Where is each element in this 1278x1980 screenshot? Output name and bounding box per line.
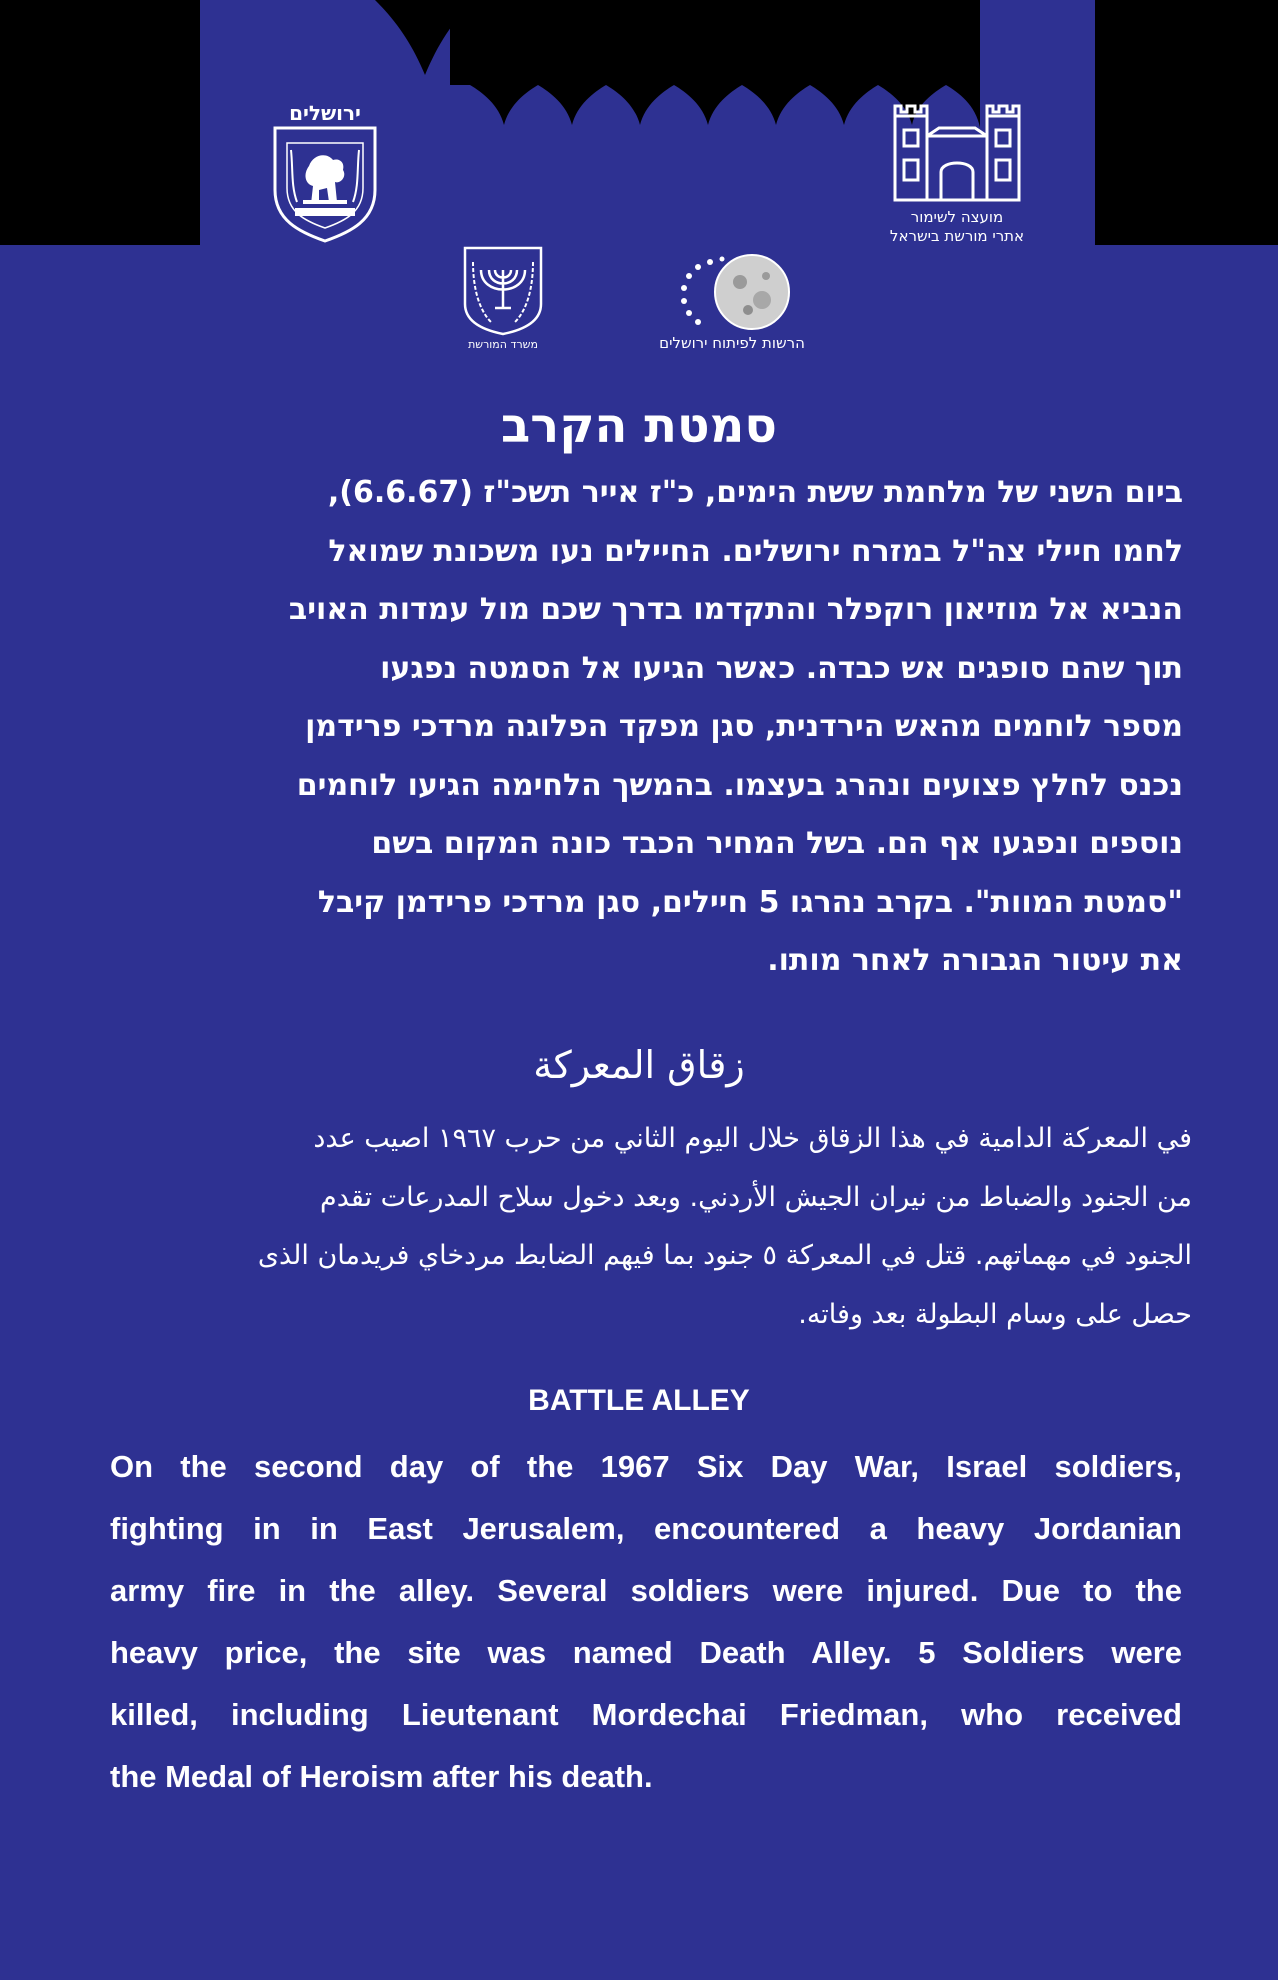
heritage-council-label-1: מועצה לשימור — [910, 208, 1004, 226]
english-line: fighting in in East Jerusalem, encountered a heavy Jordanian — [110, 1511, 1182, 1546]
english-line: the Medal of Heroism after his death. — [110, 1759, 653, 1794]
hebrew-line: נוספים ונפגעו אף הם. בשל המחיר הכבד כונה המקום בשם — [371, 826, 1183, 861]
heritage-ministry-label: משרד המורשת — [468, 338, 538, 351]
hebrew-line: לחמו חיילי צה"ל במזרח ירושלים. החיילים נעו משכונת שמואל — [328, 533, 1183, 569]
hebrew-line: את עיטור הגבורה לאחר מותו. — [767, 943, 1183, 978]
english-line: heavy price, the site was named Death Alley. 5 Soldiers were — [110, 1635, 1182, 1670]
arabic-body — [100, 1110, 1192, 1344]
hebrew-line: תוך שהם סופגים אש כבדה. כאשר הגיעו אל הסמטה נפגעו — [380, 650, 1183, 686]
arabic-line: حصل على وسام البطولة بعد وفاته. — [798, 1298, 1192, 1330]
arabic-line: من الجنود والضباط من نيران الجيش الأردني. وبعد دخول سلاح المدرعات تقدم — [320, 1181, 1192, 1213]
english-title: BATTLE ALLEY — [528, 1384, 750, 1417]
jerusalem-logo-label: ירושלים — [289, 101, 361, 125]
hebrew-line: ביום השני של מלחמת ששת הימים, כ"ז אייר תשכ"ז (6.6.67), — [327, 475, 1183, 510]
arabic-line: الجنود في مهماتهم. قتل في المعركة ٥ جنود بما فيهم الضابط مردخاي فريدمان الذى — [257, 1240, 1192, 1271]
hebrew-line: "סמטת המוות". בקרב נהרגו 5 חיילים, סגן מרדכי פרידמן קיבל — [317, 884, 1183, 920]
hebrew-line: מספר לוחמים מהאש הירדנית, סגן מפקד הפלוגה מרדכי פרידמן — [305, 709, 1183, 744]
hebrew-title: סמטת הקרב — [501, 398, 777, 454]
english-line: killed, including Lieutenant Mordechai Friedman, who received — [110, 1697, 1182, 1732]
heritage-council-label-2: אתרי מורשת בישראל — [889, 227, 1025, 245]
hebrew-body — [105, 464, 1183, 991]
english-line: On the second day of the 1967 Six Day War, Israel soldiers, — [110, 1449, 1182, 1484]
hebrew-line: הנביא אל מוזיאון רוקפלר והתקדמו בדרך שכם מול עמדות האויב — [288, 592, 1183, 627]
english-body — [110, 1436, 1182, 1808]
jerusalem-development-label: הרשות לפיתוח ירושלים — [659, 334, 805, 352]
english-line: army fire in the alley. Several soldiers were injured. Due to the — [110, 1573, 1182, 1608]
hebrew-line: נכנס לחלץ פצועים ונהרג בעצמו. בהמשך הלחימה הגיעו לוחמים — [296, 767, 1183, 803]
arabic-line: في المعركة الدامية في هذا الزقاق خلال اليوم الثاني من حرب ١٩٦٧ اصيب عدد — [313, 1123, 1192, 1154]
arabic-title: زقاق المعركة — [533, 1043, 745, 1087]
